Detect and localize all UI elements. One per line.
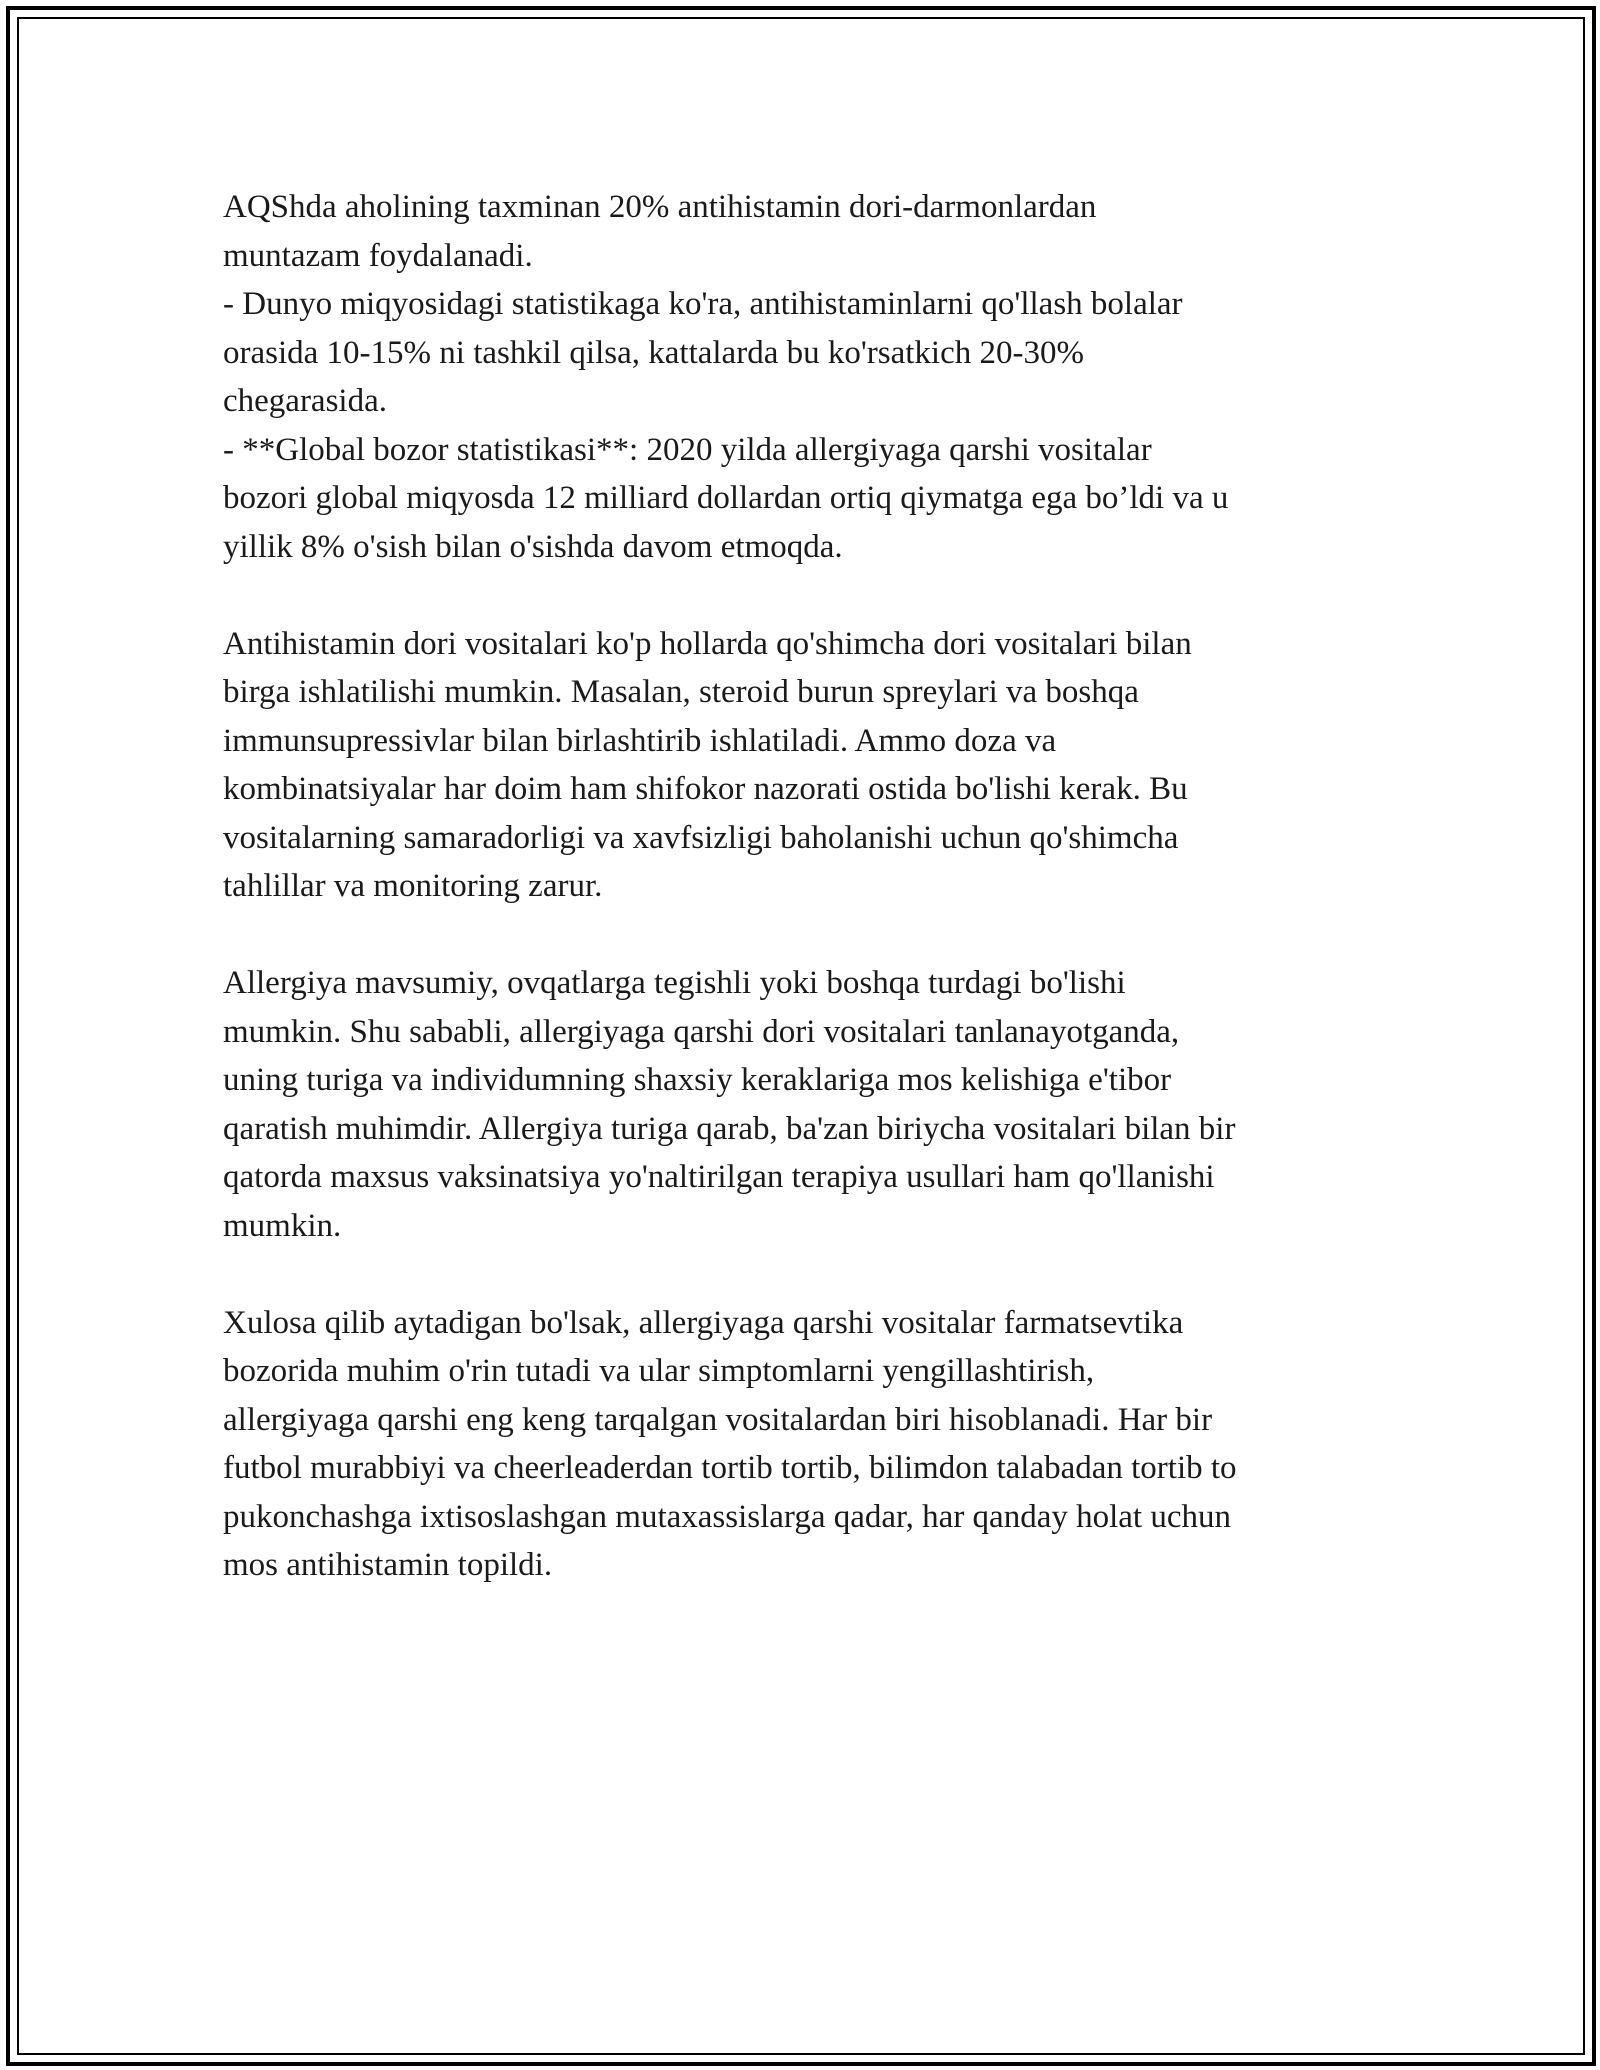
paragraph-conclusion: Xulosa qilib aytadigan bo'lsak, allergiyaga qarshi vositalar farmatsevtika bozorida muhim o'rin tutadi va ular simptomlarni yengillashtirish, allergiyaga qarshi eng keng tarqalgan vositalardan biri hisoblanadi. Har bir futbol murabbiyi va cheerleaderdan tortib tortib, bilimdon talabadan tortib to pukonchashga ixtisoslashgan mutaxassislarga qadar, har qanday holat uchun mos antihistamin topildi. <box>223 1304 1237 1583</box>
paragraph-allergy-types: Allergiya mavsumiy, ovqatlarga tegishli yoki boshqa turdagi bo'lishi mumkin. Shu sababli, allergiyaga qarshi dori vositalari tanlanayotganda, uning turiga va individumning shaxsiy keraklariga mos kelishiga e'tibor qaratish muhimdir. Allergiya turiga qarab, ba'zan biriycha vositalari bilan bir qatorda maxsus vaksinatsiya yo'naltirilgan terapiya usullari ham qo'llanishi mumkin. <box>223 965 1236 1244</box>
document-body <box>223 183 1373 1638</box>
paragraph-statistics: AQShda aholining taxminan 20% antihistamin dori-darmonlardan muntazam foydalanadi. - Dunyo miqyosidagi statistikaga ko'ra, antihistaminlarni qo'llash bolalar orasida 10-15% ni tashkil qilsa, kattalarda bu ko'rsatkich 20-30% chegarasida. - **Global bozor statistikasi**: 2020 yilda allergiyaga qarshi vositalar bozori global miqyosda 12 milliard dollardan ortiq qiymatga ega bo’ldi va u yillik 8% o'sish bilan o'sishda davom etmoqda. <box>223 189 1229 565</box>
paragraph-combination-therapy: Antihistamin dori vositalari ko'p hollarda qo'shimcha dori vositalari bilan birga ishlatilishi mumkin. Masalan, steroid burun spreylari va boshqa immunsupressivlar bilan birlashtirib ishlatiladi. Ammo doza va kombinatsiyalar har doim ham shifokor nazorati ostida bo'lishi kerak. Bu vositalarning samaradorligi va xavfsizligi baholanishi uchun qo'shimcha tahlillar va monitoring zarur. <box>223 625 1192 904</box>
